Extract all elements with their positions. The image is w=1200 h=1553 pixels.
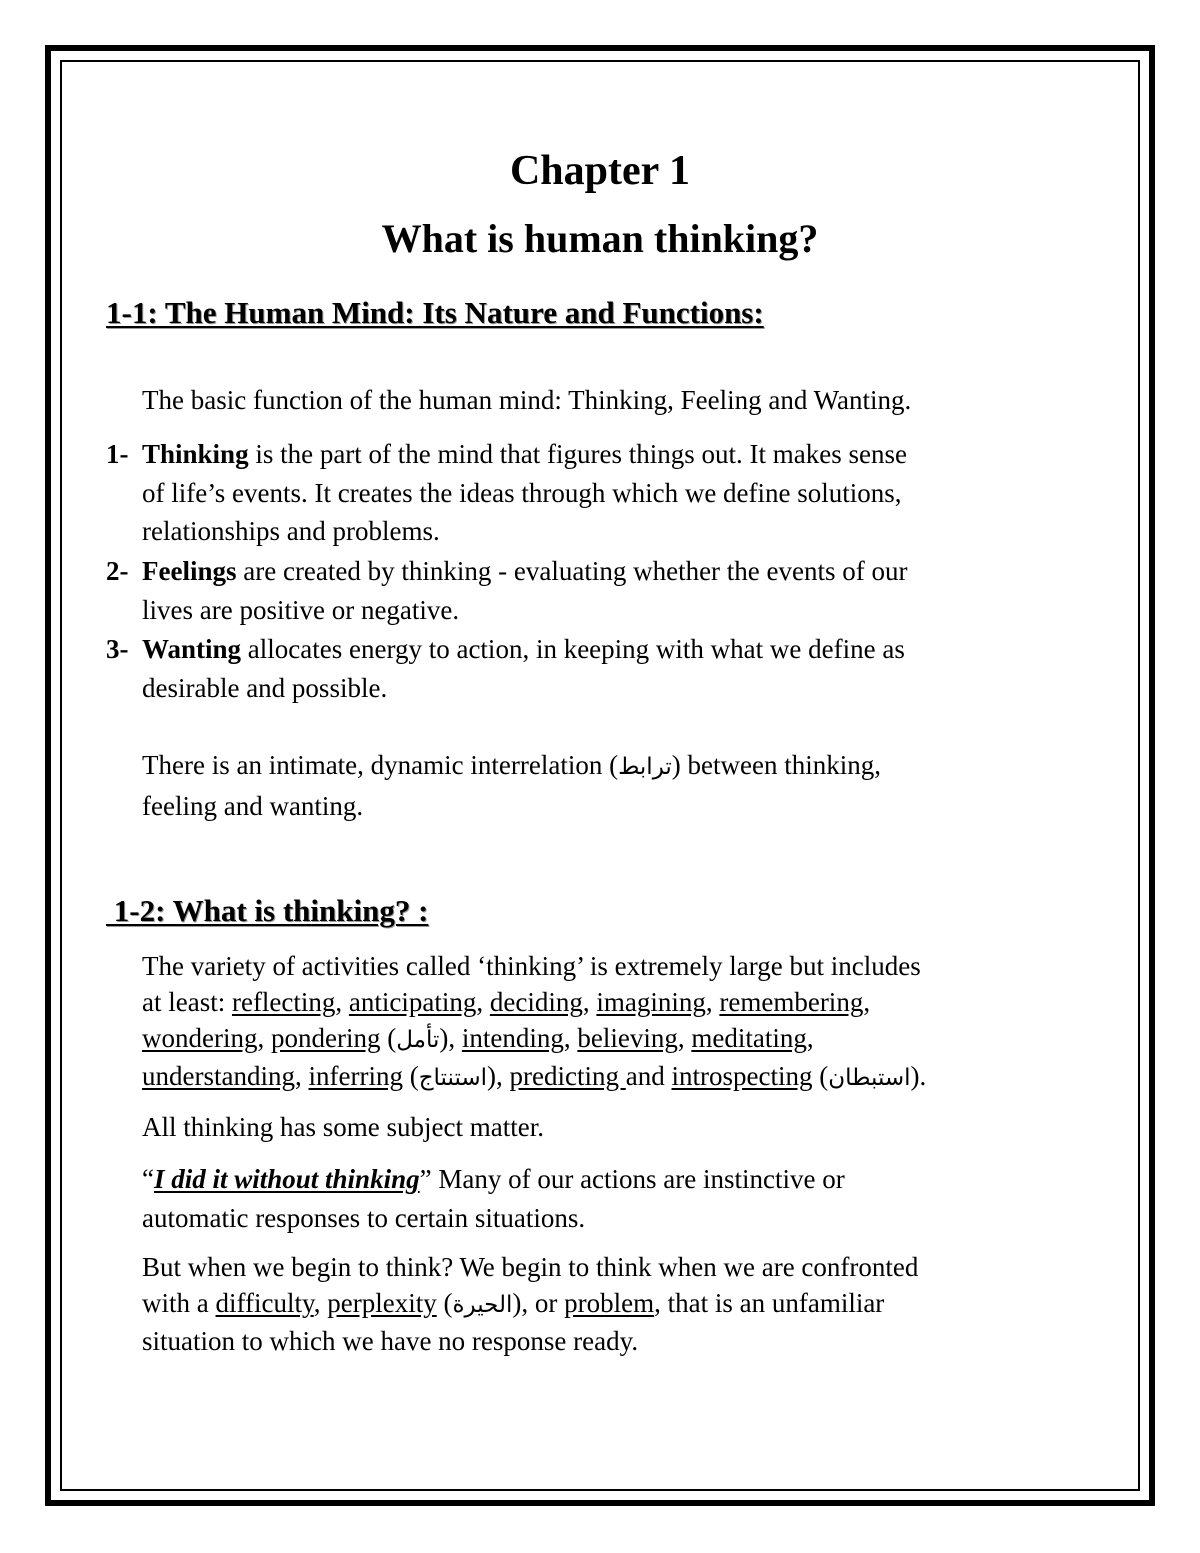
interrelation-paragraph bbox=[142, 746, 881, 825]
list-text: is the part of the mind that figures things out. It makes sense bbox=[248, 439, 907, 469]
separator: ( bbox=[436, 1288, 453, 1318]
list-text: allocates energy to action, in keeping with what we define as bbox=[241, 634, 905, 664]
list-number: 2- bbox=[106, 556, 129, 586]
list-text: lives are positive or negative. bbox=[142, 594, 460, 625]
arabic-gloss: استبطان bbox=[828, 1065, 911, 1091]
paragraph-text: ) between thinking, bbox=[671, 750, 881, 780]
term-introspecting: introspecting bbox=[671, 1061, 813, 1091]
list-item-thinking bbox=[106, 435, 907, 551]
intro-paragraph: The basic function of the human mind: Thinking, Feeling and Wanting. bbox=[142, 385, 912, 415]
paragraph-text: feeling and wanting. bbox=[142, 790, 364, 821]
list-text: of life’s events. It creates the ideas through which we define solutions, bbox=[142, 477, 902, 508]
arabic-gloss: الحيرة bbox=[452, 1292, 513, 1318]
quote-mark: “ bbox=[142, 1164, 154, 1194]
list-text: are created by thinking - evaluating whether the events of our bbox=[236, 556, 908, 586]
term-reflecting: reflecting bbox=[231, 987, 336, 1017]
confront-paragraph bbox=[142, 1249, 918, 1359]
paragraph-text: There is an intimate, dynamic interrelation ( bbox=[142, 750, 619, 780]
quote-phrase: I did it without thinking bbox=[153, 1164, 420, 1194]
paragraph-text: automatic responses to certain situations. bbox=[142, 1202, 586, 1233]
subject-matter-paragraph: All thinking has some subject matter. bbox=[142, 1112, 544, 1142]
paragraph-text: But when we begin to think? We begin to think when we are confronted bbox=[142, 1252, 919, 1282]
term-feelings: Feelings bbox=[142, 556, 237, 586]
list-number: 3- bbox=[106, 634, 129, 664]
quote-paragraph bbox=[142, 1160, 845, 1237]
list-number: 1- bbox=[106, 439, 129, 469]
term-imagining: imagining bbox=[596, 987, 706, 1017]
list-text: relationships and problems. bbox=[142, 516, 440, 546]
separator: , bbox=[294, 1061, 309, 1091]
term-problem: problem bbox=[564, 1288, 655, 1318]
term-pondering: pondering bbox=[270, 1023, 381, 1053]
separator: , bbox=[335, 987, 349, 1017]
term-perplexity: perplexity bbox=[327, 1288, 437, 1318]
paragraph-text: at least: bbox=[142, 987, 232, 1017]
separator: ), bbox=[439, 1023, 462, 1053]
list-item-feelings bbox=[106, 552, 908, 629]
separator: ). bbox=[910, 1061, 927, 1091]
term-believing: believing bbox=[577, 1023, 678, 1053]
chapter-subtitle: What is human thinking? bbox=[381, 216, 819, 261]
term-understanding: understanding bbox=[142, 1061, 295, 1091]
paragraph-text: , that is an unfamiliar bbox=[654, 1288, 885, 1318]
section-heading-1-2: 1-2: What is thinking? : bbox=[106, 893, 429, 928]
paragraph-text: and bbox=[625, 1061, 672, 1091]
separator: , bbox=[705, 987, 720, 1017]
separator: , bbox=[677, 1023, 692, 1053]
paragraph-text: The variety of activities called ‘thinking’ is extremely large but includes bbox=[142, 951, 921, 981]
paragraph-text: ” Many of our actions are instinctive or bbox=[419, 1164, 845, 1194]
term-remembering: remembering bbox=[719, 987, 864, 1017]
separator: ( bbox=[812, 1061, 829, 1091]
term-wondering: wondering bbox=[142, 1023, 258, 1053]
separator: , bbox=[313, 1288, 328, 1318]
paragraph-text: ), or bbox=[512, 1288, 565, 1318]
term-intending: intending bbox=[461, 1023, 564, 1053]
term-deciding: deciding bbox=[489, 987, 583, 1017]
paragraph-text: situation to which we have no response ready. bbox=[142, 1326, 639, 1356]
separator: , bbox=[563, 1023, 578, 1053]
variety-paragraph: The variety of activities called ‘thinking’ is extremely large but includes at least: reflecting, anticipating, deciding, imagining, remembering, wondering, pondering (تأمل), intending, believing, meditating, understanding, inferring (استنتاج), predicting and introspecting (استبطان). bbox=[142, 948, 926, 1096]
separator: ), bbox=[487, 1061, 510, 1091]
term-anticipating: anticipating bbox=[348, 987, 477, 1017]
arabic-gloss: ترابط bbox=[618, 754, 672, 780]
section-heading-1-1: 1-1: The Human Mind: Its Nature and Functions: bbox=[106, 295, 764, 330]
paragraph-text: with a bbox=[142, 1288, 216, 1318]
arabic-gloss: استنتاج bbox=[418, 1065, 488, 1091]
term-difficulty: difficulty bbox=[215, 1288, 314, 1318]
term-wanting: Wanting bbox=[142, 634, 242, 664]
term-predicting: predicting bbox=[509, 1061, 626, 1091]
term-meditating: meditating bbox=[691, 1023, 807, 1053]
list-text: desirable and possible. bbox=[142, 672, 388, 703]
term-thinking: Thinking bbox=[142, 439, 249, 469]
separator: ( bbox=[380, 1023, 397, 1053]
arabic-gloss: تأمل bbox=[396, 1027, 440, 1053]
separator: , bbox=[582, 987, 597, 1017]
chapter-title: Chapter 1 bbox=[509, 148, 691, 194]
list-item-wanting bbox=[106, 630, 905, 707]
separator: , bbox=[257, 1023, 271, 1053]
term-inferring: inferring bbox=[308, 1061, 403, 1091]
separator: , bbox=[476, 987, 490, 1017]
separator: ( bbox=[402, 1061, 419, 1091]
